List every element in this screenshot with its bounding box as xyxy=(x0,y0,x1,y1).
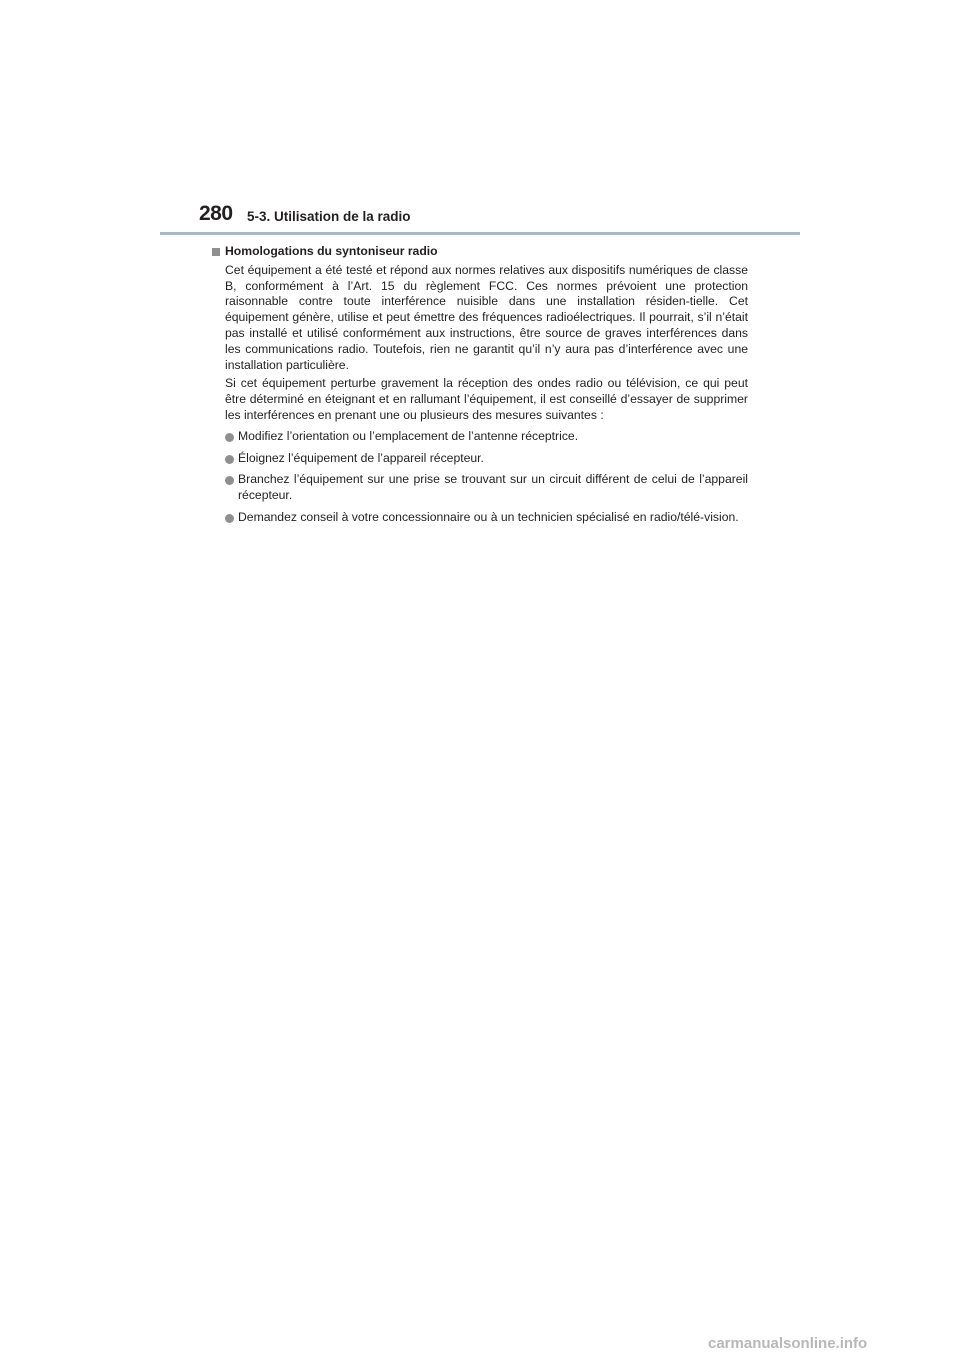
list-item xyxy=(212,429,748,445)
list-item-text: Éloignez l’équipement de l’appareil récepteur. xyxy=(238,450,484,465)
page-number: 280 xyxy=(199,202,233,225)
bullet-list xyxy=(212,429,748,526)
list-item-text: Branchez l’équipement sur une prise se trouvant sur un circuit différent de celui de l’appareil récepteur. xyxy=(238,472,748,503)
circle-bullet-icon xyxy=(225,433,234,442)
list-item xyxy=(212,451,748,467)
circle-bullet-icon xyxy=(225,514,234,523)
main-content xyxy=(212,244,748,532)
circle-bullet-icon xyxy=(225,476,234,485)
list-item xyxy=(212,472,748,504)
list-item xyxy=(212,510,748,526)
section-heading-text: Homologations du syntoniseur radio xyxy=(225,244,438,258)
section-heading xyxy=(212,244,748,260)
paragraph: Si cet équipement perturbe gravement la réception des ondes radio ou télévision, ce qui peut être déterminé en éteignant et en rallumant l’équipement, il est conseillé d’essayer de supprimer les interférences en prenant une ou plusieurs des mesures suivantes : xyxy=(225,376,748,422)
section-title: 5-3. Utilisation de la radio xyxy=(247,209,411,224)
watermark: carmanualsonline.info xyxy=(708,1335,868,1352)
circle-bullet-icon xyxy=(225,455,234,464)
list-item-text: Demandez conseil à votre concessionnaire ou à un technicien spécialisé en radio/télé-vision. xyxy=(238,509,739,524)
header-divider xyxy=(160,232,800,235)
paragraph: Cet équipement a été testé et répond aux normes relatives aux dispositifs numériques de classe B, conformément à l’Art. 15 du règlement FCC. Ces normes prévoient une protection raisonnable contre toute interférence nuisible dans une installation résiden-tielle. Cet équipement génère, utilise et peut émettre des fréquences radioélectriques. Il pourrait, s’il n’était pas installé et utilisé conformément aux instructions, être source de graves interférences dans les communications radio. Toutefois, rien ne garantit qu’il n’y aura pas d’interférence avec une installation particulière. xyxy=(225,262,748,372)
square-bullet-icon xyxy=(212,248,220,256)
list-item-text: Modifiez l’orientation ou l’emplacement de l’antenne réceptrice. xyxy=(238,428,579,443)
